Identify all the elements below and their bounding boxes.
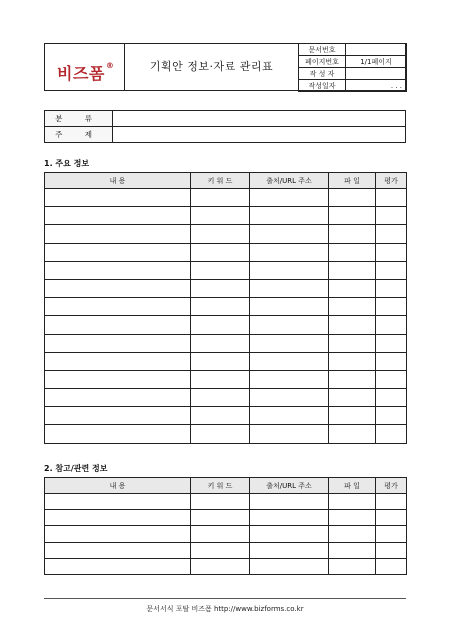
source-cell[interactable]	[250, 189, 329, 207]
table-row	[45, 407, 407, 425]
classification-block	[44, 110, 406, 143]
rating-cell[interactable]	[376, 243, 407, 261]
source-cell[interactable]	[250, 526, 329, 542]
keyword-cell[interactable]	[191, 279, 250, 297]
source-cell[interactable]	[250, 370, 329, 388]
content-cell[interactable]	[45, 225, 191, 243]
rating-cell[interactable]	[376, 316, 407, 334]
category-label: 분 류	[45, 111, 113, 127]
source-cell[interactable]	[250, 207, 329, 225]
rating-cell[interactable]	[376, 334, 407, 352]
content-cell[interactable]	[45, 542, 191, 558]
file-cell[interactable]	[329, 510, 376, 526]
col-rating-header: 평가	[376, 478, 407, 494]
file-cell[interactable]	[329, 207, 376, 225]
keyword-cell[interactable]	[191, 425, 250, 443]
footer-divider	[44, 598, 406, 599]
file-cell[interactable]	[329, 316, 376, 334]
category-field[interactable]	[113, 111, 406, 127]
section1-title: 1. 주요 정보	[44, 159, 90, 168]
rating-cell[interactable]	[376, 279, 407, 297]
rating-cell[interactable]	[376, 261, 407, 279]
page-number-value[interactable]: 1/1페이지	[346, 56, 407, 68]
table-row	[45, 526, 407, 542]
source-cell[interactable]	[250, 243, 329, 261]
rating-cell[interactable]	[376, 189, 407, 207]
content-cell[interactable]	[45, 558, 191, 574]
date-value[interactable]: . . .	[346, 80, 407, 92]
table-row	[45, 425, 407, 443]
source-cell[interactable]	[250, 334, 329, 352]
content-cell[interactable]	[45, 207, 191, 225]
file-cell[interactable]	[329, 494, 376, 510]
file-cell[interactable]	[329, 189, 376, 207]
col-source-header: 출처/URL 주소	[250, 478, 329, 494]
keyword-cell[interactable]	[191, 407, 250, 425]
rating-cell[interactable]	[376, 425, 407, 443]
rating-cell[interactable]	[376, 526, 407, 542]
keyword-cell[interactable]	[191, 510, 250, 526]
table-row	[45, 243, 407, 261]
footer-text: 문서서식 포탈 비즈폼 http://www.bizforms.co.kr	[146, 605, 304, 613]
main-info-table	[44, 172, 406, 444]
author-label: 작 성 자	[299, 68, 346, 80]
content-cell[interactable]	[45, 425, 191, 443]
file-cell[interactable]	[329, 225, 376, 243]
rating-cell[interactable]	[376, 510, 407, 526]
table-row	[45, 261, 407, 279]
keyword-cell[interactable]	[191, 370, 250, 388]
keyword-cell[interactable]	[191, 558, 250, 574]
keyword-cell[interactable]	[191, 352, 250, 370]
section2-title: 2. 참고/관련 정보	[44, 464, 108, 473]
table-row	[45, 494, 407, 510]
file-cell[interactable]	[329, 334, 376, 352]
source-cell[interactable]	[250, 407, 329, 425]
rating-cell[interactable]	[376, 542, 407, 558]
keyword-cell[interactable]	[191, 316, 250, 334]
source-cell[interactable]	[250, 542, 329, 558]
content-cell[interactable]	[45, 407, 191, 425]
reference-info-table	[44, 477, 406, 575]
file-cell[interactable]	[329, 558, 376, 574]
source-cell[interactable]	[250, 425, 329, 443]
file-cell[interactable]	[329, 279, 376, 297]
table-row	[45, 558, 407, 574]
content-cell[interactable]	[45, 298, 191, 316]
document-header	[44, 43, 406, 91]
author-value[interactable]	[346, 68, 407, 80]
file-cell[interactable]	[329, 526, 376, 542]
bizforms-logo: 비즈폼®	[57, 61, 115, 83]
content-cell[interactable]	[45, 279, 191, 297]
col-file-header: 파 일	[329, 173, 376, 189]
table-row	[45, 389, 407, 407]
source-cell[interactable]	[250, 558, 329, 574]
source-cell[interactable]	[250, 494, 329, 510]
file-cell[interactable]	[329, 243, 376, 261]
source-cell[interactable]	[250, 510, 329, 526]
keyword-cell[interactable]	[191, 334, 250, 352]
document-title: 기획안 정보·자료 관리표	[149, 60, 274, 73]
file-cell[interactable]	[329, 425, 376, 443]
col-keyword-header: 키 워 드	[191, 478, 250, 494]
col-source-header: 출처/URL 주소	[250, 173, 329, 189]
doc-number-value[interactable]	[346, 44, 407, 56]
table-row	[45, 370, 407, 388]
source-cell[interactable]	[250, 225, 329, 243]
keyword-cell[interactable]	[191, 225, 250, 243]
col-file-header: 파 일	[329, 478, 376, 494]
table-row	[45, 298, 407, 316]
content-cell[interactable]	[45, 316, 191, 334]
content-cell[interactable]	[45, 334, 191, 352]
file-cell[interactable]	[329, 370, 376, 388]
subject-label: 주 제	[45, 127, 113, 143]
rating-cell[interactable]	[376, 298, 407, 316]
file-cell[interactable]	[329, 261, 376, 279]
col-content-header: 내 용	[45, 173, 191, 189]
rating-cell[interactable]	[376, 558, 407, 574]
source-cell[interactable]	[250, 352, 329, 370]
table-row	[45, 352, 407, 370]
content-cell[interactable]	[45, 494, 191, 510]
table-row	[45, 225, 407, 243]
rating-cell[interactable]	[376, 225, 407, 243]
keyword-cell[interactable]	[191, 526, 250, 542]
table-row	[45, 542, 407, 558]
rating-cell[interactable]	[376, 407, 407, 425]
table-row	[45, 316, 407, 334]
keyword-cell[interactable]	[191, 189, 250, 207]
file-cell[interactable]	[329, 542, 376, 558]
rating-cell[interactable]	[376, 352, 407, 370]
keyword-cell[interactable]	[191, 298, 250, 316]
file-cell[interactable]	[329, 298, 376, 316]
source-cell[interactable]	[250, 316, 329, 334]
col-keyword-header: 키 워 드	[191, 173, 250, 189]
file-cell[interactable]	[329, 389, 376, 407]
source-cell[interactable]	[250, 298, 329, 316]
content-cell[interactable]	[45, 389, 191, 407]
content-cell[interactable]	[45, 526, 191, 542]
source-cell[interactable]	[250, 279, 329, 297]
content-cell[interactable]	[45, 510, 191, 526]
source-cell[interactable]	[250, 261, 329, 279]
content-cell[interactable]	[45, 352, 191, 370]
rating-cell[interactable]	[376, 370, 407, 388]
col-content-header: 내 용	[45, 478, 191, 494]
logo-cell	[45, 44, 125, 90]
table-row	[45, 279, 407, 297]
file-cell[interactable]	[329, 407, 376, 425]
table-row	[45, 334, 407, 352]
source-cell[interactable]	[250, 389, 329, 407]
rating-cell[interactable]	[376, 207, 407, 225]
keyword-cell[interactable]	[191, 261, 250, 279]
keyword-cell[interactable]	[191, 243, 250, 261]
page-number-label: 페이지번호	[299, 56, 346, 68]
file-cell[interactable]	[329, 352, 376, 370]
content-cell[interactable]	[45, 261, 191, 279]
doc-number-label: 문서번호	[299, 44, 346, 56]
date-label: 작성일자	[299, 80, 346, 92]
rating-cell[interactable]	[376, 389, 407, 407]
keyword-cell[interactable]	[191, 494, 250, 510]
table-row	[45, 207, 407, 225]
content-cell[interactable]	[45, 243, 191, 261]
table-row	[45, 510, 407, 526]
rating-cell[interactable]	[376, 494, 407, 510]
document-meta	[298, 43, 407, 92]
table-row	[45, 189, 407, 207]
keyword-cell[interactable]	[191, 207, 250, 225]
keyword-cell[interactable]	[191, 542, 250, 558]
content-cell[interactable]	[45, 189, 191, 207]
keyword-cell[interactable]	[191, 389, 250, 407]
subject-field[interactable]	[113, 127, 406, 143]
content-cell[interactable]	[45, 370, 191, 388]
col-rating-header: 평가	[376, 173, 407, 189]
